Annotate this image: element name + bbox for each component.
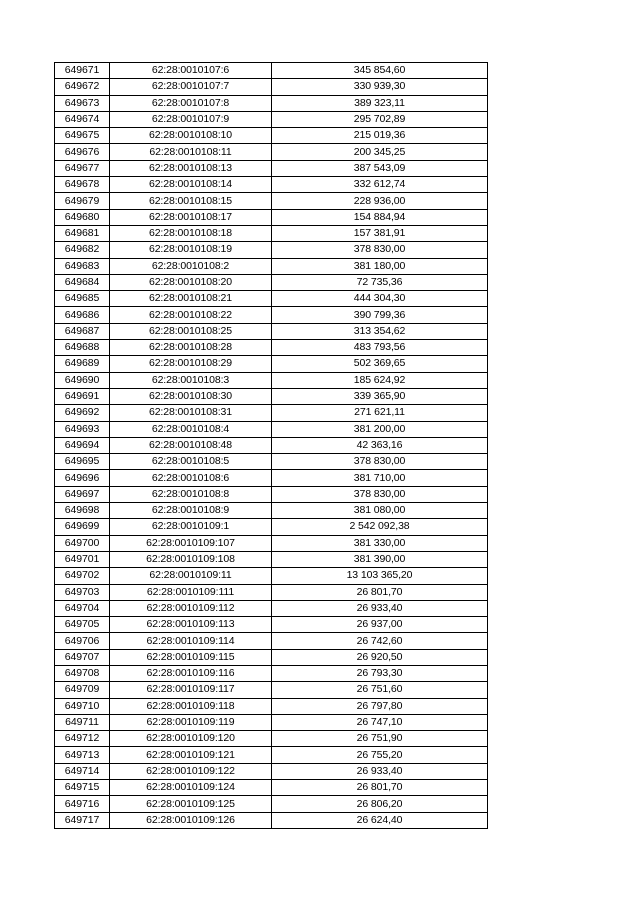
cadastral-value-cell: 26 806,20 [272,796,488,812]
cadastral-number-cell: 62:28:0010108:4 [110,421,272,437]
cadastral-value-cell: 185 624,92 [272,372,488,388]
table-row [55,63,488,79]
table-row [55,128,488,144]
row-id-cell: 649710 [55,698,110,714]
cadastral-value-cell: 483 793,56 [272,340,488,356]
row-id-cell: 649703 [55,584,110,600]
row-id-cell: 649709 [55,682,110,698]
cadastral-number-cell: 62:28:0010108:8 [110,486,272,502]
table-row [55,812,488,828]
cadastral-value-cell: 13 103 365,20 [272,568,488,584]
cadastral-number-cell: 62:28:0010108:48 [110,437,272,453]
table-row [55,503,488,519]
cadastral-value-table [54,62,488,829]
row-id-cell: 649689 [55,356,110,372]
cadastral-value-cell: 381 080,00 [272,503,488,519]
cadastral-number-cell: 62:28:0010108:25 [110,323,272,339]
row-id-cell: 649692 [55,405,110,421]
cadastral-value-cell: 313 354,62 [272,323,488,339]
table-row [55,665,488,681]
cadastral-value-cell: 339 365,90 [272,388,488,404]
cadastral-number-cell: 62:28:0010109:111 [110,584,272,600]
row-id-cell: 649681 [55,225,110,241]
cadastral-value-cell: 378 830,00 [272,454,488,470]
table-row [55,95,488,111]
cadastral-value-cell: 444 304,30 [272,291,488,307]
cadastral-value-cell: 381 200,00 [272,421,488,437]
table-row [55,258,488,274]
cadastral-value-cell: 295 702,89 [272,111,488,127]
table-row [55,242,488,258]
table-row [55,356,488,372]
table-row [55,421,488,437]
table-row [55,714,488,730]
table-row [55,225,488,241]
row-id-cell: 649697 [55,486,110,502]
table-row [55,763,488,779]
cadastral-number-cell: 62:28:0010109:121 [110,747,272,763]
cadastral-value-cell: 332 612,74 [272,177,488,193]
cadastral-number-cell: 62:28:0010109:124 [110,780,272,796]
table-row [55,568,488,584]
table-row [55,486,488,502]
cadastral-value-cell: 378 830,00 [272,242,488,258]
table-row [55,388,488,404]
table-row [55,177,488,193]
cadastral-number-cell: 62:28:0010108:19 [110,242,272,258]
cadastral-number-cell: 62:28:0010107:7 [110,79,272,95]
table-row [55,682,488,698]
cadastral-number-cell: 62:28:0010109:116 [110,665,272,681]
cadastral-value-cell: 26 920,50 [272,649,488,665]
cadastral-value-cell: 26 755,20 [272,747,488,763]
cadastral-number-cell: 62:28:0010108:6 [110,470,272,486]
table-row [55,340,488,356]
table-row [55,111,488,127]
table-row [55,747,488,763]
row-id-cell: 649712 [55,731,110,747]
table-row [55,698,488,714]
cadastral-number-cell: 62:28:0010108:31 [110,405,272,421]
cadastral-number-cell: 62:28:0010109:126 [110,812,272,828]
row-id-cell: 649699 [55,519,110,535]
cadastral-value-cell: 389 323,11 [272,95,488,111]
cadastral-value-cell: 390 799,36 [272,307,488,323]
table-row [55,731,488,747]
cadastral-number-cell: 62:28:0010108:5 [110,454,272,470]
table-row [55,274,488,290]
row-id-cell: 649682 [55,242,110,258]
row-id-cell: 649672 [55,79,110,95]
cadastral-number-cell: 62:28:0010109:118 [110,698,272,714]
cadastral-number-cell: 62:28:0010108:22 [110,307,272,323]
cadastral-value-cell: 26 793,30 [272,665,488,681]
cadastral-value-cell: 26 797,80 [272,698,488,714]
cadastral-value-cell: 345 854,60 [272,63,488,79]
row-id-cell: 649677 [55,160,110,176]
cadastral-value-cell: 26 624,40 [272,812,488,828]
cadastral-number-cell: 62:28:0010109:117 [110,682,272,698]
cadastral-number-cell: 62:28:0010107:8 [110,95,272,111]
table-row [55,291,488,307]
table-row [55,454,488,470]
cadastral-number-cell: 62:28:0010108:9 [110,503,272,519]
cadastral-value-cell: 42 363,16 [272,437,488,453]
row-id-cell: 649700 [55,535,110,551]
row-id-cell: 649673 [55,95,110,111]
row-id-cell: 649711 [55,714,110,730]
cadastral-value-cell: 502 369,65 [272,356,488,372]
row-id-cell: 649704 [55,600,110,616]
table-row [55,323,488,339]
cadastral-value-cell: 26 933,40 [272,763,488,779]
cadastral-value-cell: 2 542 092,38 [272,519,488,535]
cadastral-value-cell: 381 390,00 [272,551,488,567]
cadastral-value-cell: 26 933,40 [272,600,488,616]
cadastral-value-cell: 26 937,00 [272,617,488,633]
row-id-cell: 649671 [55,63,110,79]
cadastral-value-cell: 381 180,00 [272,258,488,274]
cadastral-number-cell: 62:28:0010109:114 [110,633,272,649]
row-id-cell: 649676 [55,144,110,160]
table-row [55,160,488,176]
cadastral-value-cell: 26 801,70 [272,584,488,600]
row-id-cell: 649693 [55,421,110,437]
row-id-cell: 649717 [55,812,110,828]
cadastral-number-cell: 62:28:0010108:20 [110,274,272,290]
cadastral-value-cell: 228 936,00 [272,193,488,209]
row-id-cell: 649688 [55,340,110,356]
row-id-cell: 649675 [55,128,110,144]
row-id-cell: 649701 [55,551,110,567]
cadastral-number-cell: 62:28:0010108:30 [110,388,272,404]
table-row [55,470,488,486]
cadastral-number-cell: 62:28:0010109:1 [110,519,272,535]
cadastral-number-cell: 62:28:0010108:29 [110,356,272,372]
cadastral-number-cell: 62:28:0010109:115 [110,649,272,665]
table-row [55,633,488,649]
cadastral-number-cell: 62:28:0010109:120 [110,731,272,747]
row-id-cell: 649698 [55,503,110,519]
table-row [55,193,488,209]
cadastral-number-cell: 62:28:0010108:10 [110,128,272,144]
cadastral-value-cell: 200 345,25 [272,144,488,160]
table-row [55,551,488,567]
cadastral-number-cell: 62:28:0010109:113 [110,617,272,633]
row-id-cell: 649708 [55,665,110,681]
cadastral-number-cell: 62:28:0010108:28 [110,340,272,356]
row-id-cell: 649716 [55,796,110,812]
cadastral-number-cell: 62:28:0010108:18 [110,225,272,241]
table-row [55,405,488,421]
row-id-cell: 649687 [55,323,110,339]
cadastral-value-cell: 72 735,36 [272,274,488,290]
cadastral-value-cell: 381 710,00 [272,470,488,486]
table-row [55,796,488,812]
cadastral-value-cell: 26 747,10 [272,714,488,730]
cadastral-number-cell: 62:28:0010107:9 [110,111,272,127]
row-id-cell: 649684 [55,274,110,290]
table-row [55,617,488,633]
row-id-cell: 649715 [55,780,110,796]
cadastral-number-cell: 62:28:0010109:119 [110,714,272,730]
cadastral-number-cell: 62:28:0010109:11 [110,568,272,584]
row-id-cell: 649695 [55,454,110,470]
row-id-cell: 649686 [55,307,110,323]
table-row [55,519,488,535]
row-id-cell: 649683 [55,258,110,274]
cadastral-number-cell: 62:28:0010109:107 [110,535,272,551]
cadastral-value-cell: 157 381,91 [272,225,488,241]
row-id-cell: 649696 [55,470,110,486]
cadastral-number-cell: 62:28:0010108:21 [110,291,272,307]
cadastral-value-cell: 26 801,70 [272,780,488,796]
table-row [55,209,488,225]
cadastral-value-cell: 330 939,30 [272,79,488,95]
table-row [55,584,488,600]
cadastral-value-cell: 26 751,90 [272,731,488,747]
row-id-cell: 649702 [55,568,110,584]
row-id-cell: 649714 [55,763,110,779]
row-id-cell: 649707 [55,649,110,665]
table-row [55,780,488,796]
cadastral-number-cell: 62:28:0010109:112 [110,600,272,616]
row-id-cell: 649680 [55,209,110,225]
table-row [55,307,488,323]
row-id-cell: 649691 [55,388,110,404]
table-row [55,79,488,95]
cadastral-value-cell: 154 884,94 [272,209,488,225]
cadastral-number-cell: 62:28:0010108:14 [110,177,272,193]
row-id-cell: 649674 [55,111,110,127]
cadastral-number-cell: 62:28:0010109:125 [110,796,272,812]
table-row [55,535,488,551]
cadastral-number-cell: 62:28:0010108:15 [110,193,272,209]
cadastral-number-cell: 62:28:0010108:2 [110,258,272,274]
table-body [55,63,488,829]
row-id-cell: 649706 [55,633,110,649]
row-id-cell: 649685 [55,291,110,307]
cadastral-value-cell: 271 621,11 [272,405,488,421]
row-id-cell: 649694 [55,437,110,453]
row-id-cell: 649705 [55,617,110,633]
table-row [55,437,488,453]
row-id-cell: 649678 [55,177,110,193]
cadastral-number-cell: 62:28:0010109:108 [110,551,272,567]
cadastral-number-cell: 62:28:0010108:13 [110,160,272,176]
cadastral-value-cell: 378 830,00 [272,486,488,502]
table-row [55,144,488,160]
cadastral-value-cell: 381 330,00 [272,535,488,551]
cadastral-value-cell: 26 751,60 [272,682,488,698]
row-id-cell: 649690 [55,372,110,388]
table-row [55,372,488,388]
cadastral-number-cell: 62:28:0010109:122 [110,763,272,779]
row-id-cell: 649679 [55,193,110,209]
cadastral-number-cell: 62:28:0010108:17 [110,209,272,225]
cadastral-number-cell: 62:28:0010108:3 [110,372,272,388]
table-row [55,600,488,616]
cadastral-number-cell: 62:28:0010107:6 [110,63,272,79]
cadastral-number-cell: 62:28:0010108:11 [110,144,272,160]
cadastral-value-cell: 215 019,36 [272,128,488,144]
cadastral-value-cell: 387 543,09 [272,160,488,176]
table-row [55,649,488,665]
cadastral-value-cell: 26 742,60 [272,633,488,649]
row-id-cell: 649713 [55,747,110,763]
